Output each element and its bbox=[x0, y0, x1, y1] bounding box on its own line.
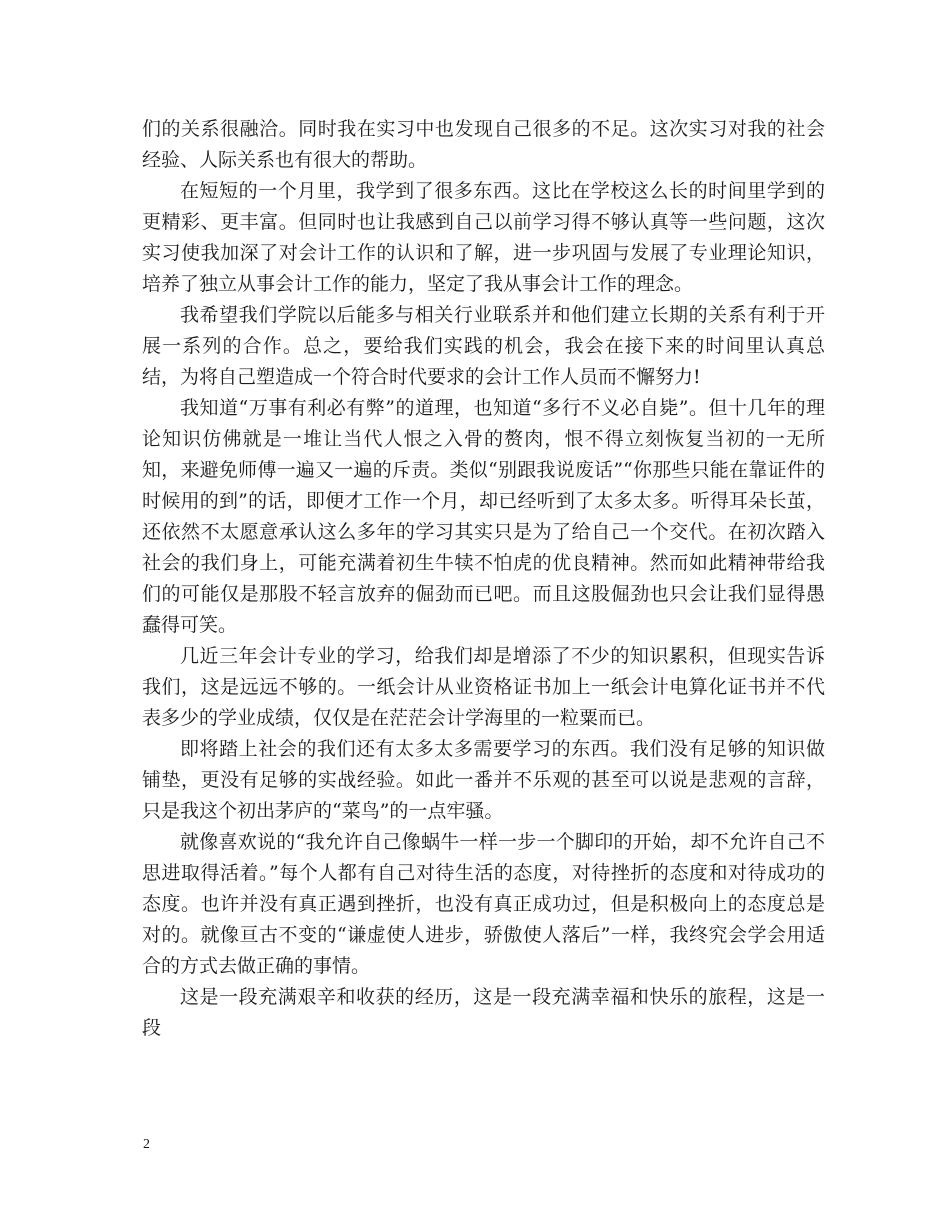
paragraph: 就像喜欢说的“我允许自己像蜗牛一样一步一个脚印的开始，却不允许自己不思进取得活着。”每个人都有自己对待生活的态度，对待挫折的态度和对待成功的态度。也许并没有真正遇到挫折，也没有真正成功过，但是积极向上的态度总是对的。就像亘古不变的“谦虚使人进步，骄傲使人落后”一样，我终究会学会用适合的方式去做正确的事情。 bbox=[142, 831, 825, 977]
paragraph: 我希望我们学院以后能多与相关行业联系并和他们建立长期的关系有利于开展一系列的合作。总之，要给我们实践的机会，我会在接下来的时间里认真总结，为将自己塑造成一个符合时代要求的会计工作人员而不懈努力! bbox=[142, 304, 825, 388]
paragraph-continuation: 们的关系很融洽。同时我在实习中也发现自己很多的不足。这次实习对我的社会经验、人际关系也有很大的帮助。 bbox=[142, 118, 825, 171]
paragraph: 即将踏上社会的我们还有太多太多需要学习的东西。我们没有足够的知识做铺垫，更没有足够的实战经验。如此一番并不乐观的甚至可以说是悲观的言辞，只是我这个初出茅庐的“菜鸟”的一点牢骚。 bbox=[142, 738, 825, 822]
body-text bbox=[142, 114, 825, 1044]
paragraph: 几近三年会计专业的学习，给我们却是增添了不少的知识累积，但现实告诉我们，这是远远不够的。一纸会计从业资格证书加上一纸会计电算化证书并不代表多少的学业成绩，仅仅是在茫茫会计学海里的一粒粟而已。 bbox=[142, 645, 825, 729]
page-number: 2 bbox=[143, 1137, 150, 1152]
paragraph: 这是一段充满艰辛和收获的经历，这是一段充满幸福和快乐的旅程，这是一段 bbox=[142, 986, 825, 1039]
paragraph: 在短短的一个月里，我学到了很多东西。这比在学校这么长的时间里学到的更精彩、更丰富。但同时也让我感到自己以前学习得不够认真等一些问题，这次实习使我加深了对会计工作的认识和了解，进一步巩固与发展了专业理论知识，培养了独立从事会计工作的能力，坚定了我从事会计工作的理念。 bbox=[142, 180, 825, 295]
paragraph: 我知道“万事有利必有弊”的道理，也知道“多行不义必自毙”。但十几年的理论知识仿佛就是一堆让当代人恨之入骨的赘肉，恨不得立刻恢复当初的一无所知，来避免师傅一遍又一遍的斥责。类似“别跟我说废话”“你那些只能在靠证件的时候用的到”的话，即便才工作一个月，却已经听到了太多太多。听得耳朵长茧，还依然不太愿意承认这么多年的学习其实只是为了给自己一个交代。在初次踏入社会的我们身上，可能充满着初生牛犊不怕虎的优良精神。然而如此精神带给我们的可能仅是那股不轻言放弃的倔劲而已吧。而且这股倔劲也只会让我们显得愚蠢得可笑。 bbox=[142, 397, 825, 636]
